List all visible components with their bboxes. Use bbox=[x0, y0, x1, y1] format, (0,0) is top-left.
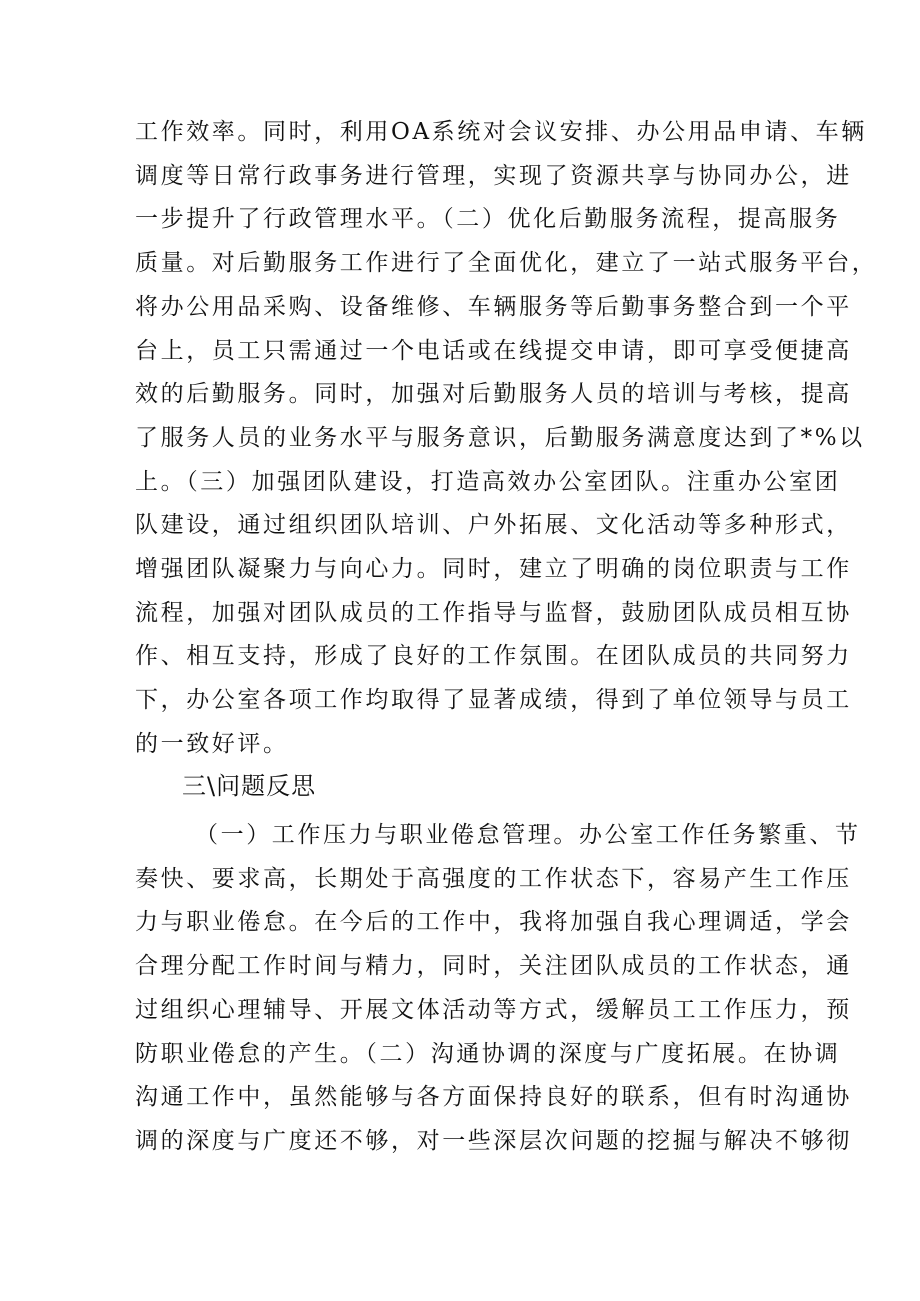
text-line: 工作效率。同时，利用OA系统对会议安排、办公用品申请、车辆 bbox=[135, 119, 867, 145]
text-line: 奏快、要求高，长期处于高强度的工作状态下，容易产生工作压 bbox=[135, 865, 852, 892]
section-heading: 三\问题反思 bbox=[182, 772, 317, 800]
paragraph-problem-reflection bbox=[135, 814, 861, 1164]
text-line: 一步提升了行政管理水平。（二）优化后勤服务流程，提高服务 bbox=[135, 206, 841, 233]
text-line: 流程，加强对团队成员的工作指导与监督，鼓励团队成员相互协 bbox=[135, 599, 852, 626]
text-line: 沟通工作中，虽然能够与各方面保持良好的联系，但有时沟通协 bbox=[135, 1084, 852, 1111]
text-line: 上。（三）加强团队建设，打造高效办公室团队。注重办公室团 bbox=[135, 468, 841, 495]
text-line: 的一致好评。 bbox=[135, 730, 289, 757]
text-line: 过组织心理辅导、开展文体活动等方式，缓解员工工作压力，预 bbox=[135, 996, 852, 1023]
text-line: 了服务人员的业务水平与服务意识，后勤服务满意度达到了*%以 bbox=[135, 424, 865, 451]
text-line: 调的深度与广度还不够，对一些深层次问题的挖掘与解决不够彻 bbox=[135, 1127, 852, 1154]
text-line: 队建设，通过组织团队培训、户外拓展、文化活动等多种形式， bbox=[135, 512, 852, 539]
text-line: 将办公用品采购、设备维修、车辆服务等后勤事务整合到一个平 bbox=[135, 293, 852, 320]
text-line: 增强团队凝聚力与向心力。同时，建立了明确的岗位职责与工作 bbox=[135, 556, 852, 583]
text-line: 调度等日常行政事务进行管理，实现了资源共享与协同办公，进 bbox=[135, 162, 852, 189]
text-line: 防职业倦怠的产生。（二）沟通协调的深度与广度拓展。在协调 bbox=[135, 1040, 841, 1067]
paragraph-office-and-team bbox=[135, 111, 878, 767]
text-line: 质量。对后勤服务工作进行了全面优化，建立了一站式服务平台， bbox=[135, 250, 878, 277]
text-line: 效的后勤服务。同时，加强对后勤服务人员的培训与考核，提高 bbox=[135, 381, 852, 408]
text-line: 合理分配工作时间与精力，同时，关注团队成员的工作状态，通 bbox=[135, 953, 852, 980]
text-line: （一）工作压力与职业倦怠管理。办公室工作任务繁重、节 bbox=[195, 822, 861, 848]
text-line: 下，办公室各项工作均取得了显著成绩，得到了单位领导与员工 bbox=[135, 687, 852, 714]
text-line: 力与职业倦怠。在今后的工作中，我将加强自我心理调适，学会 bbox=[135, 909, 852, 936]
text-line: 作、相互支持，形成了良好的工作氛围。在团队成员的共同努力 bbox=[135, 643, 852, 670]
text-line: 台上，员工只需通过一个电话或在线提交申请，即可享受便捷高 bbox=[135, 337, 852, 364]
